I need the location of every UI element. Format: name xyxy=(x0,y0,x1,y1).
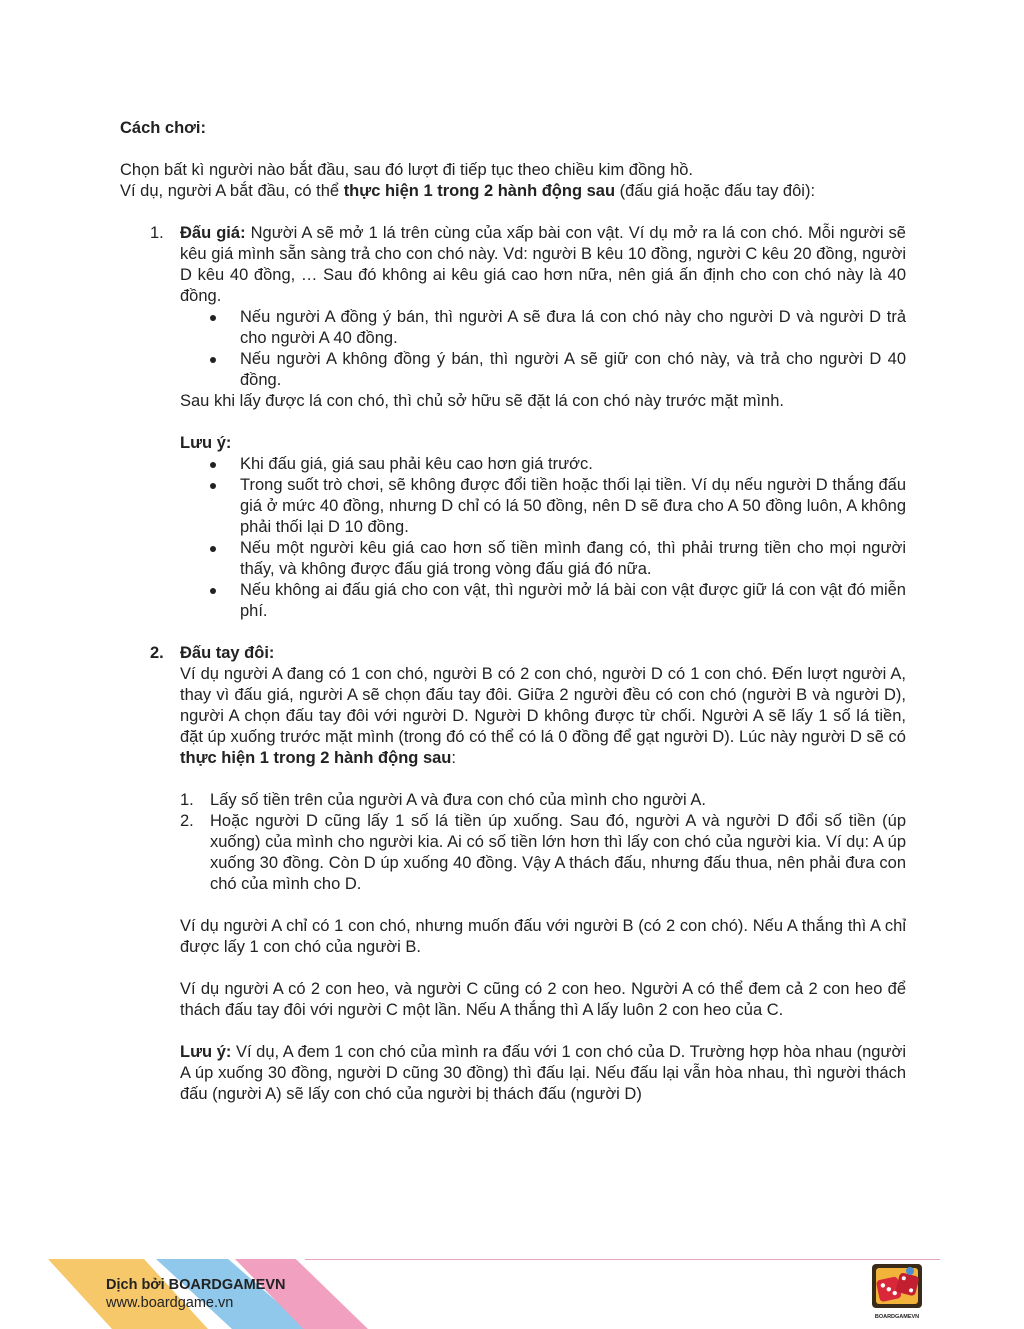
duel-paragraph-3: Ví dụ người A có 2 con heo, và người C cũng có 2 con heo. Người A có thể đem cả 2 con heo để thách đấu tay đôi với người C một lần. Nếu A thắng thì A lấy luôn 2 con heo của C. xyxy=(180,980,906,1019)
intro-line-2: Ví dụ, người A bắt đầu, có thể thực hiện 1 trong 2 hành động sau (đấu giá hoặc đấu tay đôi): xyxy=(120,182,816,200)
duel-note: Lưu ý: Ví dụ, A đem 1 con chó của mình ra đấu với 1 con chó của D. Trường hợp hòa nhau (người A úp xuống 30 đồng, người D cũng 30 đồng) thì đấu lại. Nếu đấu lại vẫn hòa nhau, thì người thách đấu (người A) sẽ lấy con chó của người bị thách đấu (người D) xyxy=(180,1043,906,1103)
option-item: 1. Lấy số tiền trên của người A và đưa con chó của mình cho người A. xyxy=(180,791,706,809)
bullet-item: Nếu người A không đồng ý bán, thì người A sẽ giữ con chó này, và trả cho người D 40 đồng. xyxy=(180,349,906,391)
option-item: 2. Hoặc người D cũng lấy 1 số lá tiền úp xuống. Sau đó, người A và người D đổi số tiền (úp xuống) của mình cho người kia. Ai có số tiền lớn hơn thì lấy con chó của người kia. Ví dụ: A úp xuống 30 đồng. Còn D úp xuống 40 đồng. Vậy A thách đấu, nhưng đấu thua, nên phải đưa con chó của mình cho D. xyxy=(180,812,906,893)
section-auction xyxy=(120,223,906,307)
note-title: Lưu ý: xyxy=(180,434,232,452)
footer-translator: Dịch bởi BOARDGAMEVN xyxy=(106,1277,286,1293)
auction-paragraph: Đấu giá: Người A sẽ mở 1 lá trên cùng của xấp bài con vật. Ví dụ mở ra lá con chó. Mỗi người sẽ kêu giá mình sẵn sàng trả cho con chó này. Vd: người B kêu 10 đồng, người C kêu 20 đồng, người D kêu 40 đồng, … Sau đó không ai kêu giá cao hơn nữa, nên giá ấn định cho con chó này là 40 đồng. xyxy=(180,224,906,305)
footer-website: www.boardgame.vn xyxy=(106,1295,234,1311)
auction-bullets xyxy=(120,307,906,391)
note-item: Nếu không ai đấu giá cho con vật, thì người mở lá bài con vật được giữ lá con vật đó miễn phí. xyxy=(180,580,906,622)
duel-paragraph-1: Ví dụ người A đang có 1 con chó, người B có 2 con chó, người D có 1 con chó. Đến lượt người A, thay vì đấu giá, người A sẽ chọn đấu tay đôi. Giữa 2 người đều có con chó (người B và người D), người A chọn đấu tay đôi với người D. Người D không được từ chối. Người A sẽ lấy 1 số lá tiền, đặt úp xuống trước mặt mình (trong đó có thể có lá 0 đồng để gạt người D). Lúc này người D sẽ có thực hiện 1 trong 2 hành động sau: xyxy=(180,665,906,767)
note-item: Nếu một người kêu giá cao hơn số tiền mình đang có, thì phải trưng tiền cho mọi người thấy, và không được đấu giá trong vòng đấu giá đó nữa. xyxy=(180,538,906,580)
section-duel xyxy=(120,643,906,1105)
footer-credit xyxy=(106,1276,285,1312)
section-number: 1. xyxy=(150,224,164,242)
duel-title: Đấu tay đôi: xyxy=(180,644,275,662)
duel-options xyxy=(180,790,906,895)
auction-after-text: Sau khi lấy được lá con chó, thì chủ sở hữu sẽ đặt lá con chó này trước mặt mình. xyxy=(180,392,784,410)
document-content xyxy=(120,118,906,1105)
logo-caption: BOARDGAMEVN xyxy=(874,1314,920,1320)
footer-divider xyxy=(305,1259,940,1260)
duel-paragraph-2: Ví dụ người A chỉ có 1 con chó, nhưng muốn đấu với người B (có 2 con chó). Nếu A thắng thì A chỉ được lấy 1 con chó của người B. xyxy=(180,917,906,956)
note-item: Trong suốt trò chơi, sẽ không được đổi tiền hoặc thối lại tiền. Ví dụ nếu người D thắng đấu giá ở mức 40 đồng, nhưng D chỉ có lá 50 đồng, nên D sẽ đưa cho A 50 đồng luôn, A không phải thối lại D 10 đồng. xyxy=(180,475,906,538)
section-number: 2. xyxy=(150,644,164,662)
intro-line-1: Chọn bất kì người nào bắt đầu, sau đó lượt đi tiếp tục theo chiều kim đồng hồ. xyxy=(120,161,694,179)
boardgamevn-logo-icon xyxy=(870,1262,924,1322)
note-item: Khi đấu giá, giá sau phải kêu cao hơn giá trước. xyxy=(180,454,906,475)
auction-notes xyxy=(120,454,906,622)
bullet-item: Nếu người A đồng ý bán, thì người A sẽ đưa lá con chó này cho người D và người D trả cho người A 40 đồng. xyxy=(180,307,906,349)
section-heading: Cách chơi: xyxy=(120,119,206,137)
